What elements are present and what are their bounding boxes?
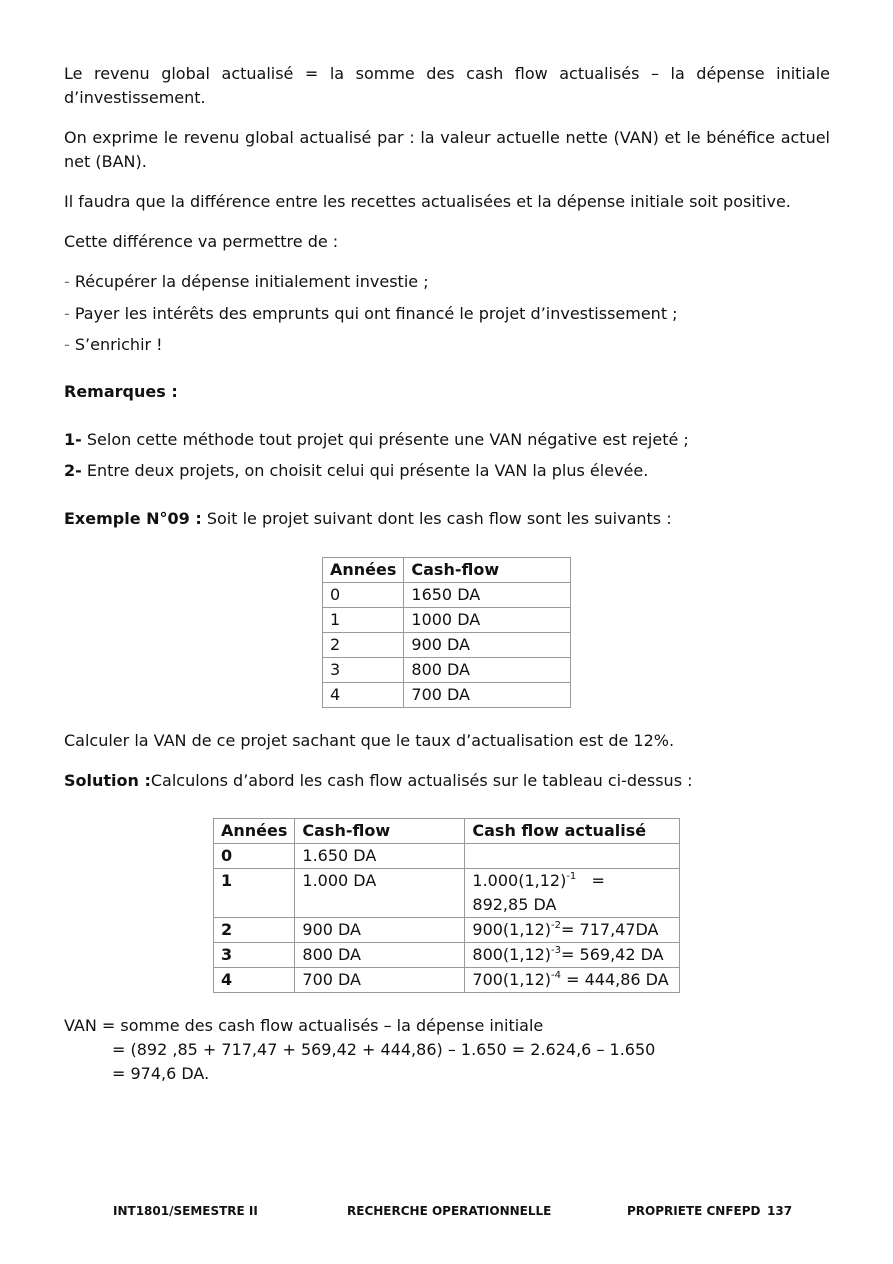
cash-flow-table bbox=[322, 557, 571, 708]
table-row: 3 800 DA bbox=[323, 658, 571, 683]
bullet-item: - S’enrichir ! bbox=[64, 335, 163, 354]
solution-line: Solution :Calculons d’abord les cash flow actualisés sur le tableau ci-dessus : bbox=[64, 771, 693, 790]
van-formula-line1: VAN = somme des cash flow actualisés – la dépense initiale bbox=[64, 1016, 544, 1035]
footer-page-number: 137 bbox=[767, 1204, 793, 1218]
remarques-heading: Remarques : bbox=[64, 382, 178, 401]
bullet-dash: - bbox=[64, 335, 70, 354]
column-header-annees: Années bbox=[323, 558, 404, 583]
bullet-item: - Récupérer la dépense initialement investie ; bbox=[64, 272, 429, 291]
table-row: 4 700 DA $700(1,12)^{-4} = 444,86$ DA bbox=[214, 968, 680, 993]
table-row: 1 1.000 DA $1.000(1,12)^{-1} = 892,85$ DA bbox=[214, 869, 680, 918]
column-header-cash-flow: Cash-flow bbox=[404, 558, 571, 583]
question-line: Calculer la VAN de ce projet sachant que le taux d’actualisation est de 12%. bbox=[64, 731, 675, 750]
exemple-line: Exemple N°09 : Soit le projet suivant dont les cash flow sont les suivants : bbox=[64, 509, 672, 528]
table-row: 4 700 DA bbox=[323, 683, 571, 708]
van-formula-line2: = (892 ,85 + 717,47 + 569,42 + 444,86) – 1.650 = 2.624,6 – 1.650 bbox=[112, 1040, 656, 1059]
table-row: 1 1000 DA bbox=[323, 608, 571, 633]
remarque-item: 1- Selon cette méthode tout projet qui présente une VAN négative est rejeté ; bbox=[64, 430, 689, 449]
footer-owner: PROPRIETE CNFEPD bbox=[627, 1204, 761, 1218]
column-header-cash-flow: Cash-flow bbox=[295, 819, 465, 844]
footer-course-code: INT1801/SEMESTRE II bbox=[113, 1204, 258, 1218]
remarque-item: 2- Entre deux projets, on choisit celui qui présente la VAN la plus élevée. bbox=[64, 461, 649, 480]
bullet-item: - Payer les intérêts des emprunts qui ont financé le projet d’investissement ; bbox=[64, 304, 678, 323]
table-row: 0 1.650 DA bbox=[214, 844, 680, 869]
paragraph-permettre: Cette différence va permettre de : bbox=[64, 232, 339, 251]
table-row: 0 1650 DA bbox=[323, 583, 571, 608]
discounted-cash-flow-table bbox=[213, 818, 680, 993]
column-header-annees: Années bbox=[214, 819, 295, 844]
table-header-row bbox=[323, 558, 571, 583]
table-row: 2 900 DA bbox=[323, 633, 571, 658]
paragraph-van-ban: On exprime le revenu global actualisé par : la valeur actuelle nette (VAN) et le bénéfice actuel net (BAN). bbox=[64, 128, 830, 171]
paragraph-revenu-global: Le revenu global actualisé = la somme des cash flow actualisés – la dépense initiale d’investissement. bbox=[64, 64, 830, 107]
bullet-dash: - bbox=[64, 272, 70, 291]
table-row: 2 900 DA $900(1,12)^{-2}= 717,47DA$ bbox=[214, 918, 680, 943]
table-header-row bbox=[214, 819, 680, 844]
table-row: 3 800 DA $800(1,12)^{-3}= 569,42$ DA bbox=[214, 943, 680, 968]
van-formula-line3: = 974,6 DA. bbox=[112, 1064, 210, 1083]
footer-course-title: RECHERCHE OPERATIONNELLE bbox=[347, 1204, 552, 1218]
bullet-dash: - bbox=[64, 304, 70, 323]
column-header-cash-flow-actualise: Cash flow actualisé bbox=[465, 819, 680, 844]
paragraph-difference: Il faudra que la différence entre les recettes actualisées et la dépense initiale soit positive. bbox=[64, 192, 791, 211]
